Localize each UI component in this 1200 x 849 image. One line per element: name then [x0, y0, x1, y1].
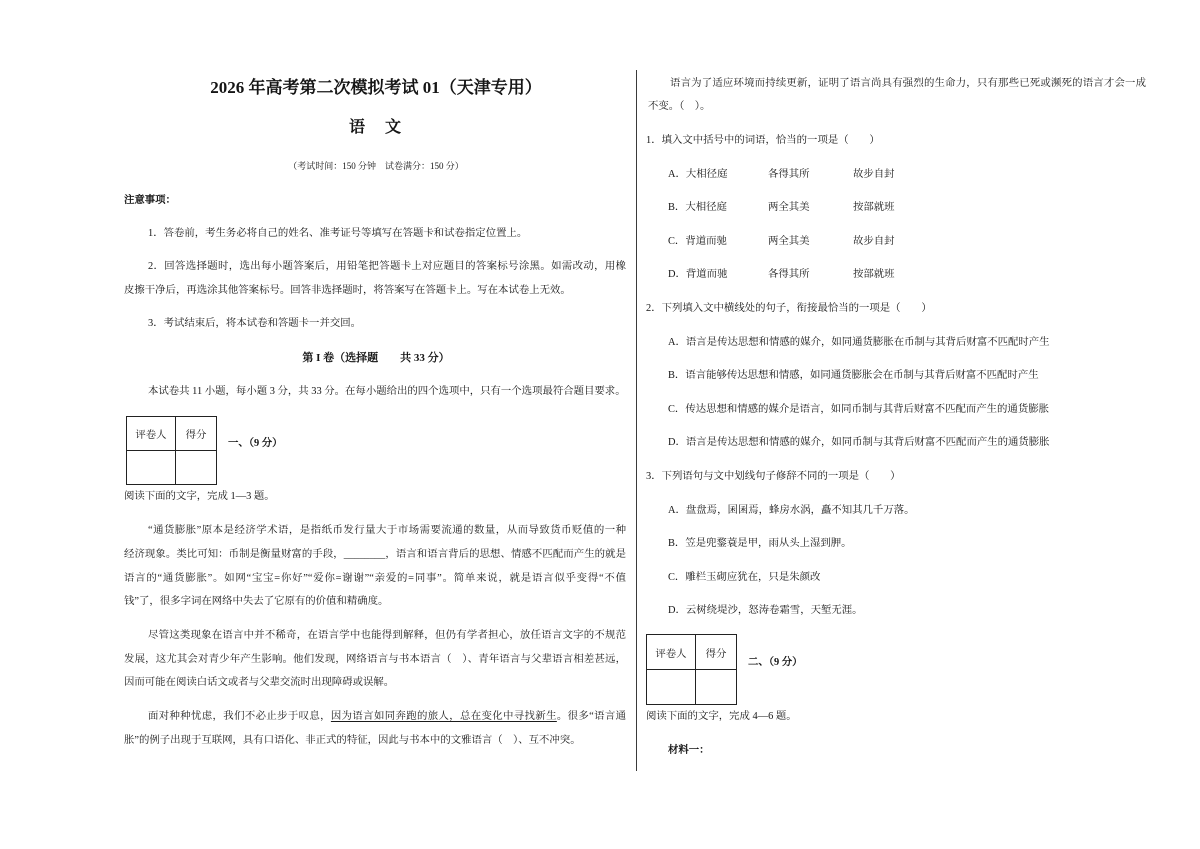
score-box-2	[646, 634, 737, 705]
q1-option-d-choice-2: 各得其所	[768, 269, 810, 280]
section1-title: 一、（9 分）	[228, 438, 283, 449]
passage-p1-line-3: 语言的“通货膨胀”。如网“宝宝=你好”“爱你=谢谢”“亲爱的=同事”。简单来说，就是语言似乎变得“不值	[124, 573, 626, 584]
passage-p3-text-after: 。很多“语言通	[556, 711, 626, 722]
passage-p3-text-before: 面对种种忧虑，我们不必止步于叹息，	[148, 711, 331, 722]
option-choice: 大相径庭	[685, 202, 727, 213]
q1-stem: 1．填入文中括号中的词语，恰当的一项是（ ）	[646, 135, 880, 146]
passage-p2-line-2: 发展，这尤其会对青少年产生影响。他们发现，网络语言与书本语言（ ）、青年语言与父辈语言相差甚远，	[124, 654, 626, 665]
passage-p1-line-4: 钱”了，很多字词在网络中失去了它原有的价值和精确度。	[124, 596, 389, 607]
score-cell	[696, 670, 737, 705]
passage-p4-line-1: 语言为了适应环境而持续更新，证明了语言尚具有强烈的生命力，只有那些已死或濒死的语言才会一成	[670, 78, 1146, 89]
score-box-1	[126, 416, 217, 485]
q3-option-a: A．盘盘焉，囷囷焉，蜂房水涡，矗不知其几千万落。	[668, 505, 915, 516]
q1-option-b-choice-3: 按部就班	[853, 202, 895, 213]
q3-stem: 3．下列语句与文中划线句子修辞不同的一项是（ ）	[646, 471, 901, 482]
q1-option-b	[668, 201, 727, 215]
passage-p4-line-2: 不变。（ ）。	[648, 101, 711, 112]
exam-title: 2026 年高考第二次模拟考试 01（天津专用）	[210, 78, 542, 97]
option-label: A．	[668, 169, 686, 180]
q1-option-c-choice-2: 两全其美	[768, 236, 810, 247]
option-label: C．	[668, 236, 686, 247]
passage-p2-line-3: 因而可能在阅读白话文或者与父辈交流时出现障碍或误解。	[124, 677, 395, 688]
q2-option-a: A．语言是传达思想和情感的媒介，如同通货膨胀在币制与其背后财富不匹配时产生	[668, 337, 1050, 348]
material-label: 材料一：	[668, 745, 710, 756]
passage-p3-line-1	[148, 710, 626, 724]
section2-prompt: 阅读下面的文字，完成 4—6 题。	[646, 711, 797, 722]
notice-item-3: 3．考试结束后，将本试卷和答题卡一并交回。	[148, 318, 362, 329]
passage-p1-line-2: 经济现象。类比可知：币制是衡量财富的手段，________，语言和语言背后的思想、情感不匹配而产生的就是	[124, 549, 626, 560]
grader-cell	[647, 670, 696, 705]
subject-heading: 语 文	[348, 119, 403, 136]
option-choice: 背道而驰	[685, 269, 728, 280]
q3-option-c: C．雕栏玉砌应犹在，只是朱颜改	[668, 572, 821, 583]
q1-option-a-choice-2: 各得其所	[768, 169, 810, 180]
option-choice: 大相径庭	[685, 169, 728, 180]
score-label: 得分	[176, 417, 217, 451]
q1-option-d-choice-3: 按部就班	[853, 269, 895, 280]
section2-title: 二、（9 分）	[748, 657, 803, 668]
q1-option-c-choice-3: 故步自封	[853, 236, 895, 247]
grader-label: 评卷人	[127, 417, 176, 451]
q1-option-a-choice-3: 故步自封	[853, 169, 895, 180]
q2-option-d: D．语言是传达思想和情感的媒介，如同币制与其背后财富不匹配而产生的通货膨胀	[668, 437, 1050, 448]
section1-prompt: 阅读下面的文字，完成 1—3 题。	[124, 491, 275, 502]
option-choice: 背道而驰	[685, 236, 727, 247]
passage-p3-line-2: 胀”的例子出现于互联网，具有口语化、非正式的特征，因此与书本中的文雅语言（ ）、互不冲突。	[124, 735, 581, 746]
q1-option-d	[668, 268, 727, 282]
notice-item-1: 1．答卷前，考生务必将自己的姓名、准考证号等填写在答题卡和试卷指定位置上。	[148, 228, 528, 239]
q1-option-c	[668, 235, 727, 249]
column-divider	[636, 70, 637, 771]
score-label: 得分	[696, 635, 737, 670]
part1-instruction: 本试卷共 11 小题，每小题 3 分，共 33 分。在每小题给出的四个选项中，只有一个选项最符合题目要求。	[148, 386, 626, 397]
q3-option-d: D．云树绕堤沙，怒涛卷霜雪，天堑无涯。	[668, 605, 863, 616]
notice-item-2-line-1: 2．回答选择题时，选出每小题答案后，用铅笔把答题卡上对应题目的答案标号涂黑。如需改动，用橡	[148, 261, 626, 272]
q3-option-b: B．笠是兜鍪蓑是甲，雨从头上湿到胛。	[668, 538, 852, 549]
passage-p1-line-1: “通货膨胀”原本是经济学术语，是指纸币发行量大于市场需要流通的数量，从而导致货币贬值的一种	[148, 525, 626, 536]
exam-info: （考试时间：150 分钟 试卷满分：150 分）	[288, 161, 464, 171]
notice-heading: 注意事项：	[124, 195, 176, 206]
q2-option-b: B．语言能够传达思想和情感，如同通货膨胀会在币制与其背后财富不匹配时产生	[668, 370, 1039, 381]
q1-option-b-choice-2: 两全其美	[768, 202, 810, 213]
q2-option-c: C．传达思想和情感的媒介是语言，如同币制与其背后财富不匹配而产生的通货膨胀	[668, 404, 1049, 415]
grader-label: 评卷人	[647, 635, 696, 670]
q2-stem: 2．下列填入文中横线处的句子，衔接最恰当的一项是（ ）	[646, 303, 932, 314]
underlined-sentence: 因为语言如同奔跑的旅人，总在变化中寻找新生	[330, 711, 557, 722]
option-label: B．	[668, 202, 686, 213]
q1-option-a	[668, 168, 727, 182]
option-label: D．	[668, 269, 686, 280]
score-cell	[176, 451, 217, 485]
passage-p2-line-1: 尽管这类现象在语言中并不稀奇，在语言学中也能得到解释，但仍有学者担心，放任语言文字的不规范	[148, 630, 626, 641]
grader-cell	[127, 451, 176, 485]
notice-item-2-line-2: 皮擦干净后，再选涂其他答案标号。回答非选择题时，将答案写在答题卡上。写在本试卷上无效。	[124, 285, 571, 296]
part1-heading: 第 I 卷（选择题 共 33 分）	[302, 352, 450, 364]
